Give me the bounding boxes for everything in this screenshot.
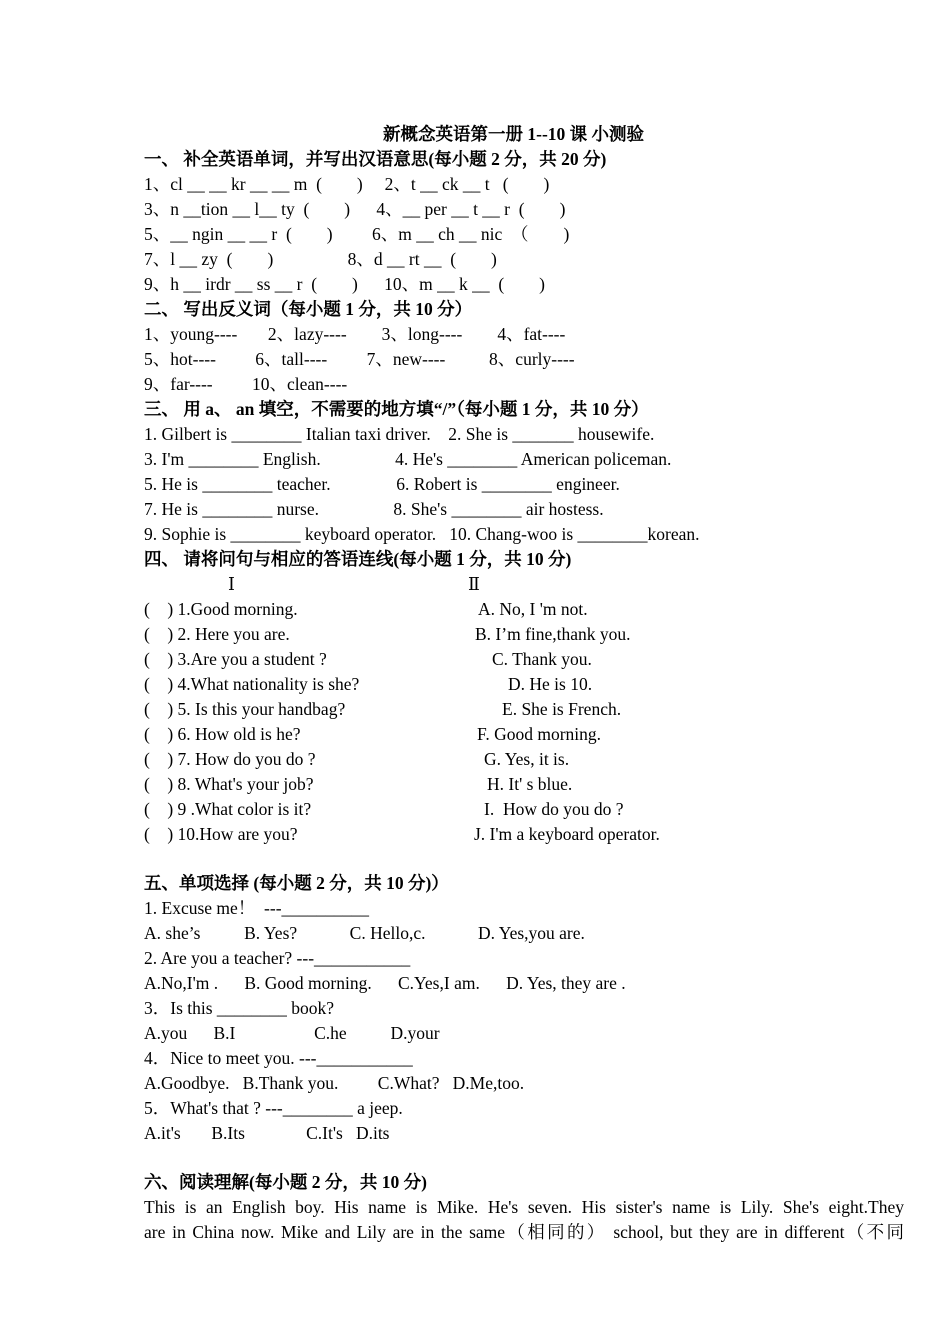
match-question: ( ) 10.How are you? bbox=[144, 824, 298, 844]
column-i-label: Ⅰ bbox=[228, 574, 235, 594]
match-answer: A. No, I 'm not. bbox=[478, 599, 588, 619]
match-answer: B. I’m fine,thank you. bbox=[475, 624, 631, 644]
match-question: ( ) 7. How do you do ? bbox=[144, 749, 316, 769]
section-3-heading: 三、 用 a、 an 填空，不需要的地方填“/”（每小题 1 分，共 10 分） bbox=[144, 399, 649, 419]
reading-passage-line-2: are in China now. Mike and Lily are in the same（相同的） school, but they are in different（不同 bbox=[144, 1222, 904, 1242]
s5-question: 1. Excuse me！ ---__________ bbox=[144, 898, 370, 918]
s5-question: 5．What's that ? ---________ a jeep. bbox=[144, 1098, 403, 1118]
match-answer: D. He is 10. bbox=[508, 674, 593, 694]
match-question: ( ) 1.Good morning. bbox=[144, 599, 298, 619]
s2-line: 1、young---- 2、lazy---- 3、long---- 4、fat---- bbox=[144, 324, 566, 344]
match-answer: C. Thank you. bbox=[492, 649, 592, 669]
section-5-heading: 五、单项选择 (每小题 2 分，共 10 分)） bbox=[144, 873, 449, 893]
match-answer: J. I'm a keyboard operator. bbox=[474, 824, 660, 844]
match-answer: I. How do you do ? bbox=[484, 799, 624, 819]
s3-line: 7. He is ________ nurse. 8. She's ________ air hostess. bbox=[144, 499, 604, 519]
s1-line: 7、l __ zy ( ) 8、d __ rt __ ( ) bbox=[144, 249, 497, 269]
s5-question: 4．Nice to meet you. ---___________ bbox=[144, 1048, 413, 1068]
match-answer: E. She is French. bbox=[502, 699, 622, 719]
s1-line: 9、h __ irdr __ ss __ r ( ) 10、m __ k __ ( ) bbox=[144, 274, 546, 294]
s2-line: 5、hot---- 6、tall---- 7、new---- 8、curly---- bbox=[144, 349, 575, 369]
s3-line: 3. I'm ________ English. 4. He's ________ American policeman. bbox=[144, 449, 672, 469]
column-ii-label: Ⅱ bbox=[468, 574, 480, 594]
match-question: ( ) 5. Is this your handbag? bbox=[144, 699, 346, 719]
match-answer: G. Yes, it is. bbox=[484, 749, 570, 769]
s1-line: 5、__ ngin __ __ r ( ) 6、m __ ch __ nic （ ) bbox=[144, 224, 570, 244]
reading-passage-line-1: This is an English boy. His name is Mike. He's seven. His sister's name is Lily. She's eight.They bbox=[144, 1197, 904, 1217]
match-question: ( ) 4.What nationality is she? bbox=[144, 674, 360, 694]
s5-options: A. she’s B. Yes? C. Hello,c. D. Yes,you are. bbox=[144, 923, 585, 943]
match-question: ( ) 2. Here you are. bbox=[144, 624, 290, 644]
s2-line: 9、far---- 10、clean---- bbox=[144, 374, 348, 394]
s5-options: A.No,I'm . B. Good morning. C.Yes,I am. D. Yes, they are . bbox=[144, 973, 626, 993]
s3-line: 5. He is ________ teacher. 6. Robert is ________ engineer. bbox=[144, 474, 620, 494]
s1-line: 1、cl __ __ kr __ __ m ( ) 2、t __ ck __ t ( ) bbox=[144, 174, 550, 194]
match-answer: F. Good morning. bbox=[477, 724, 602, 744]
s3-line: 9. Sophie is ________ keyboard operator. 10. Chang-woo is ________korean. bbox=[144, 524, 700, 544]
match-question: ( ) 8. What's your job? bbox=[144, 774, 314, 794]
page-title: 新概念英语第一册 1--10 课 小测验 bbox=[383, 124, 645, 144]
match-question: ( ) 6. How old is he? bbox=[144, 724, 301, 744]
s5-question: 2. Are you a teacher? ---___________ bbox=[144, 948, 411, 968]
s5-options: A.Goodbye. B.Thank you. C.What? D.Me,too. bbox=[144, 1073, 525, 1093]
match-question: ( ) 9 .What color is it? bbox=[144, 799, 312, 819]
section-4-heading: 四、 请将问句与相应的答语连线(每小题 1 分，共 10 分) bbox=[144, 549, 572, 569]
s5-options: A.you B.I C.he D.your bbox=[144, 1023, 440, 1043]
section-6-heading: 六、阅读理解(每小题 2 分，共 10 分) bbox=[144, 1172, 427, 1192]
s3-line: 1. Gilbert is ________ Italian taxi driver. 2. She is _______ housewife. bbox=[144, 424, 655, 444]
section-1-heading: 一、 补全英语单词，并写出汉语意思(每小题 2 分，共 20 分) bbox=[144, 149, 607, 169]
match-answer: H. It' s blue. bbox=[487, 774, 573, 794]
section-2-heading: 二、 写出反义词（每小题 1 分，共 10 分） bbox=[144, 299, 473, 319]
s5-question: 3．Is this ________ book? bbox=[144, 998, 335, 1018]
s1-line: 3、n __tion __ l__ ty ( ) 4、__ per __ t __ r ( ) bbox=[144, 199, 566, 219]
match-question: ( ) 3.Are you a student ? bbox=[144, 649, 327, 669]
s5-options: A.it's B.Its C.It's D.its bbox=[144, 1123, 390, 1143]
